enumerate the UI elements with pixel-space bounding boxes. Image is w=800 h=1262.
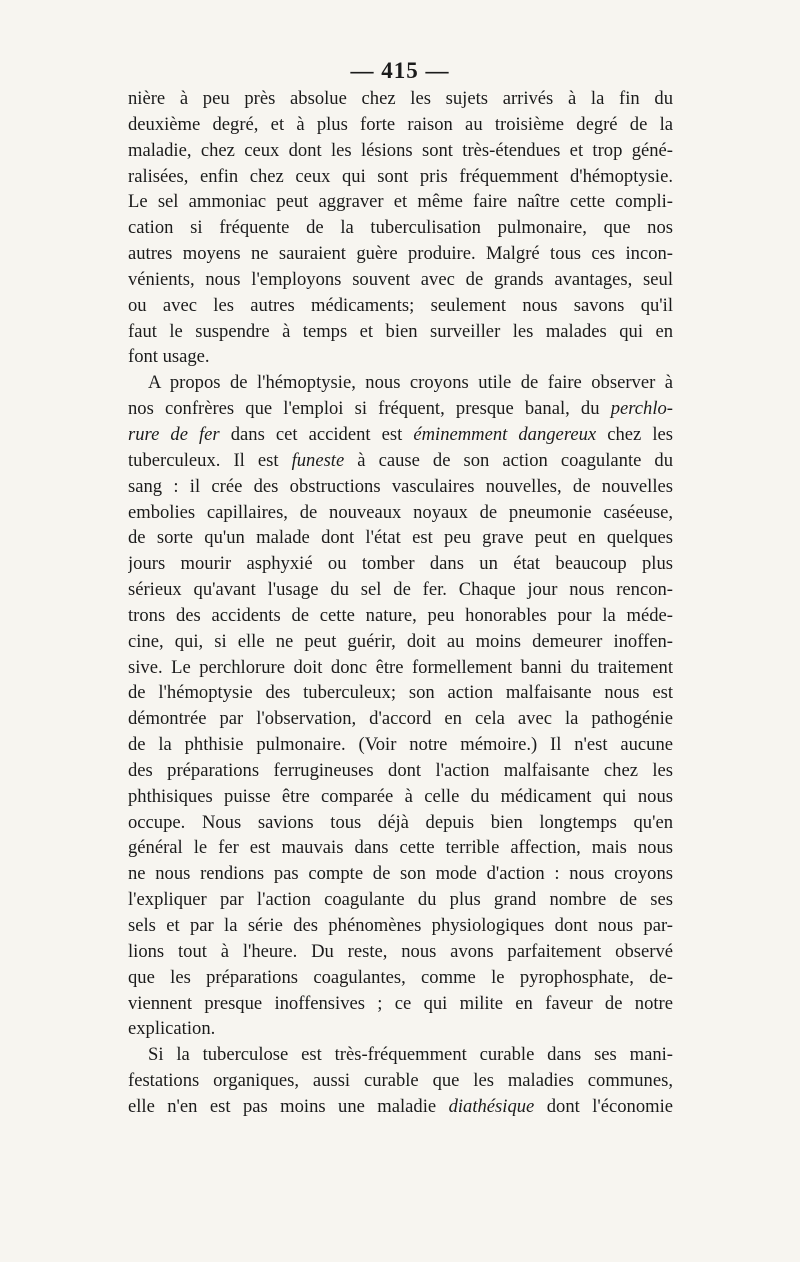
text-line: maladie, chez ceux dont les lésions sont très-étendues et trop géné- xyxy=(128,139,673,161)
text-line: deuxième degré, et à plus forte raison au troisième degré de la xyxy=(128,113,673,135)
text-line: sang : il crée des obstructions vasculaires nouvelles, de nouvelles xyxy=(128,475,673,497)
text-line: de l'hémoptysie des tuberculeux; son action malfaisante nous est xyxy=(128,682,673,704)
text-line: que les préparations coagulantes, comme le pyrophosphate, de- xyxy=(128,966,673,988)
text-line: trons des accidents de cette nature, peu honorables pour la méde- xyxy=(128,604,673,626)
text-line xyxy=(128,1094,673,1120)
text-run: chez les xyxy=(596,423,673,445)
italic-term: rure de fer xyxy=(128,423,220,445)
text-line: festations organiques, aussi curable que les maladies communes, xyxy=(128,1070,673,1092)
text-line: faut le suspendre à temps et bien surveiller les malades qui en xyxy=(128,320,673,342)
text-line: autres moyens ne sauraient guère produire. Malgré tous ces incon- xyxy=(128,243,673,265)
text-line xyxy=(128,422,673,448)
text-line: Si la tuberculose est très-fréquemment curable dans ses mani- xyxy=(148,1044,673,1066)
text-run: elle n'en est pas moins une maladie xyxy=(128,1095,449,1117)
text-line: de la phthisie pulmonaire. (Voir notre mémoire.) Il n'est aucune xyxy=(128,734,673,756)
text-line: font usage. xyxy=(128,346,210,368)
text-line: phthisiques puisse être comparée à celle du médicament qui nous xyxy=(128,785,673,807)
text-line: ou avec les autres médicaments; seulement nous savons qu'il xyxy=(128,294,673,316)
text-line: viennent presque inoffensives ; ce qui milite en faveur de notre xyxy=(128,992,673,1014)
text-line: Le sel ammoniac peut aggraver et même faire naître cette compli- xyxy=(128,191,673,213)
text-line: de sorte qu'un malade dont l'état est peu grave peut en quelques xyxy=(128,527,673,549)
text-line: sérieux qu'avant l'usage du sel de fer. Chaque jour nous rencon- xyxy=(128,579,673,601)
text-line: lions tout à l'heure. Du reste, nous avons parfaitement observé xyxy=(128,940,673,962)
text-line xyxy=(128,396,673,422)
italic-term: éminemment dangereux xyxy=(413,423,597,445)
text-line: général le fer est mauvais dans cette terrible affection, mais nous xyxy=(128,837,673,859)
text-run: nos confrères que l'emploi si fréquent, presque banal, du xyxy=(128,398,611,420)
text-line: ralisées, enfin chez ceux qui sont pris fréquemment d'hémoptysie. xyxy=(128,165,673,187)
text-run: dont l'économie xyxy=(534,1095,673,1117)
italic-term: perchlo- xyxy=(610,398,673,420)
italic-term: diathésique xyxy=(448,1095,535,1117)
text-run: dans cet accident est xyxy=(219,423,414,445)
text-line: explication. xyxy=(128,1018,216,1040)
text-line: l'expliquer par l'action coagulante du plus grand nombre de ses xyxy=(128,889,673,911)
text-line: des préparations ferrugineuses dont l'action malfaisante chez les xyxy=(128,759,673,781)
text-line: occupe. Nous savions tous déjà depuis bien longtemps qu'en xyxy=(128,811,673,833)
text-line xyxy=(128,448,673,474)
text-run: à cause de son action coagulante du xyxy=(344,449,673,471)
page-number: — 415 — xyxy=(350,58,450,83)
text-line: vénients, nous l'employons souvent avec de grands avantages, seul xyxy=(128,268,673,290)
text-line: sels et par la série des phénomènes physiologiques dont nous par- xyxy=(128,915,673,936)
text-line: jours mourir asphyxié ou tomber dans un état beaucoup plus xyxy=(128,553,673,575)
text-line: cation si fréquente de la tuberculisation pulmonaire, que nos xyxy=(128,217,673,239)
text-line: cine, qui, si elle ne peut guérir, doit au moins demeurer inoffen- xyxy=(128,630,673,652)
text-line: A propos de l'hémoptysie, nous croyons utile de faire observer à xyxy=(148,372,673,394)
text-line: sive. Le perchlorure doit donc être formellement banni du traitement xyxy=(128,656,673,678)
text-line: démontrée par l'observation, d'accord en cela avec la pathogénie xyxy=(128,708,673,730)
italic-term: funeste xyxy=(291,449,345,471)
text-line: ne nous rendions pas compte de son mode d'action : nous croyons xyxy=(128,863,673,885)
text-run: tuberculeux. Il est xyxy=(128,449,292,471)
text-line: nière à peu près absolue chez les sujets arrivés à la fin du xyxy=(128,88,673,109)
body-text xyxy=(128,86,673,1120)
text-line: embolies capillaires, de nouveaux noyaux de pneumonie caséeuse, xyxy=(128,501,673,523)
